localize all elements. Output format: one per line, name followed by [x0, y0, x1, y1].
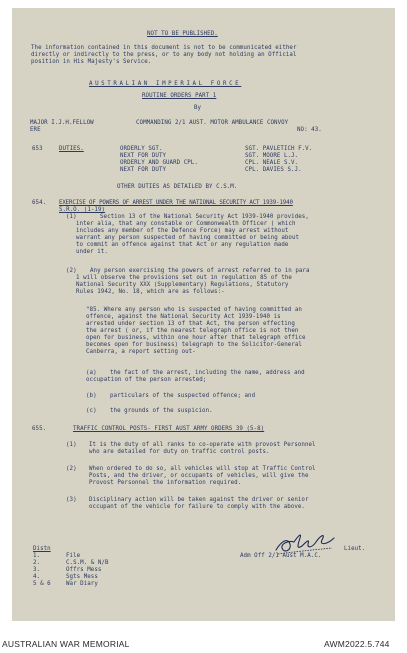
duty-role: NEXT FOR DUTY — [120, 167, 167, 173]
distribution-recipient: File — [66, 553, 81, 559]
sub-item-line: the grounds of the suspicion. — [110, 408, 213, 414]
para-655-item-line: who are detailed for duty on traffic control posts. — [89, 449, 270, 455]
distribution-recipient: War Diary — [66, 581, 98, 587]
para-655-title: TRAFFIC CONTROL POSTS- FIRST AUST ARMY ORDERS 39 (5-8) — [73, 426, 265, 432]
commander-name: MAJOR I.J.H.FELLOW — [30, 120, 94, 126]
archive-footer — [0, 624, 407, 653]
signature-office: Adm Off 2/1 Aust M.A.C. — [240, 553, 322, 559]
signature-rank: Lieut. — [344, 546, 366, 552]
accession-number: AWM2022.5.744 — [324, 639, 390, 649]
commander-title: COMMANDING 2/1 AUST. MOTOR AMBULANCE CONVOY — [136, 120, 289, 126]
intro-line-2: directly or indirectly to the press, or to any body not holding an Official — [31, 52, 297, 58]
para-655-item-line: Posts, and the driver, or occupants of vehicles, will give the — [89, 473, 309, 479]
commander-rank: ERE — [30, 127, 41, 133]
distribution-number: 5 & 6 — [33, 581, 51, 587]
para-653-heading: DUTIES. — [59, 146, 84, 152]
quote-line: open for business, within one hour after that telegraph office — [86, 335, 306, 341]
sub-item-line: the fact of the arrest, including the name, address and — [110, 370, 305, 376]
para-655-item-line: Provost Personnel the information required. — [89, 480, 242, 486]
duty-person: SGT. PAVLETICH F.V. — [245, 146, 313, 152]
para-654-item-2-line: 1 will observe the provisions set out in regulation 85 of the — [76, 275, 292, 281]
duty-person: SGT. MOORE L.J. — [245, 153, 299, 159]
intro-line-1: The information contained in this document is not to be communicated either — [31, 45, 297, 51]
distribution-number: 2. — [33, 560, 41, 566]
para-654-item-1-line: includes any member of the Defence Force) may arrest without — [76, 228, 289, 234]
quote-line: Canberra, a report setting out- — [86, 349, 196, 355]
para-655-item-line: When ordered to do so, all vehicles will stop at Traffic Control — [89, 466, 316, 472]
sub-item-line: particulars of the suspected offence; and — [110, 393, 256, 399]
institution-credit: AUSTRALIAN WAR MEMORIAL — [2, 639, 130, 649]
sub-item-line: occupation of the person arrested; — [86, 377, 207, 383]
duty-role: NEXT FOR DUTY — [120, 153, 167, 159]
sub-item-label: (b) — [86, 393, 97, 399]
para-655-number: 655. — [32, 426, 47, 432]
para-655-item-number: (2) — [66, 466, 77, 472]
routine-orders-heading: ROUTINE ORDERS PART 1 — [142, 93, 217, 99]
para-654-item-2-line: Any person exercising the powers of arrest referred to in para — [90, 268, 310, 274]
para-654-number: 654. — [32, 200, 47, 206]
duty-role: ORDERLY AND GUARD CPL. — [120, 160, 198, 166]
para-654-title-line-1: EXERCISE OF POWERS OF ARREST UNDER THE NATIONAL SECURITY ACT 1939-1940 — [59, 200, 293, 206]
duty-person: CPL. NEALE S.V. — [245, 160, 299, 166]
distribution-recipient: Offrs Mess — [66, 567, 102, 573]
para-655-item-number: (1) — [66, 442, 77, 448]
routine-order-number: NO: 43. — [297, 127, 322, 133]
force-heading: AUSTRALIAN IMPERIAL FORCE — [89, 81, 242, 87]
by-label: By — [194, 105, 202, 111]
para-655-item-number: (3) — [66, 497, 77, 503]
quote-line: offence, against the National Security Act 1939-1940 is — [86, 314, 281, 320]
distribution-number: 3. — [33, 567, 41, 573]
distribution-recipient: C.S.M. & N/B — [66, 560, 109, 566]
quote-line: arrested under section 13 of that Act, the person effecting — [86, 321, 295, 327]
other-duties: OTHER DUTIES AS DETAILED BY C.S.M. — [117, 184, 238, 190]
para-654-item-1-line: Section 13 of the National Security Act 1939-1940 provides, — [100, 214, 309, 220]
distribution-recipient: Sgts Mess — [66, 574, 98, 580]
distribution-heading: Distn — [33, 546, 51, 552]
para-655-item-line: It is the duty of all ranks to co-operate with provost Personnel — [89, 442, 316, 448]
quote-line: "85. Where any person who is suspected of having committed an — [86, 307, 302, 313]
para-654-item-2-number: (2) — [66, 268, 77, 274]
para-654-item-1-line: inter alia, that any constable or Commonwealth Officer ( which — [76, 221, 296, 227]
duty-role: ORDERLY SGT. — [120, 146, 163, 152]
para-654-item-1-line: under it. — [76, 249, 108, 255]
para-655-item-line: occupant of the vehicle for failure to comply with the above. — [89, 504, 305, 510]
header-title: NOT TO BE PUBLISHED. — [147, 31, 218, 37]
para-654-item-1-line: to commit an offence against that Act or any regulation made — [76, 242, 289, 248]
intro-line-3: position in His Majesty's Service. — [31, 59, 152, 65]
para-654-title-line-2: S.R.O. (1-19) — [59, 207, 106, 213]
distribution-number: 4. — [33, 574, 41, 580]
duty-person: CPL. DAVIES S.J. — [245, 167, 302, 173]
para-654-item-1-line: warrant any person suspected of having committed or being about — [76, 235, 300, 241]
para-654-item-2-line: Rules 1942, No. 18, which are as follows:- — [76, 289, 225, 295]
quote-line: the arrest ( or, if the nearest telegraph office is not then — [86, 328, 299, 334]
para-654-item-2-line: National Security XXX (Supplementary) Regulations, Statutory — [76, 282, 289, 288]
para-653-number: 653 — [32, 146, 43, 152]
distribution-number: 1. — [33, 553, 41, 559]
quote-line: becomes open for business) telegraph to the Solicitor-General — [86, 342, 302, 348]
sub-item-label: (c) — [86, 408, 97, 414]
para-655-item-line: Disciplinary action will be taken against the driver or senior — [89, 497, 309, 503]
para-654-item-1-number: (1) — [66, 214, 77, 220]
sub-item-label: (a) — [86, 370, 97, 376]
